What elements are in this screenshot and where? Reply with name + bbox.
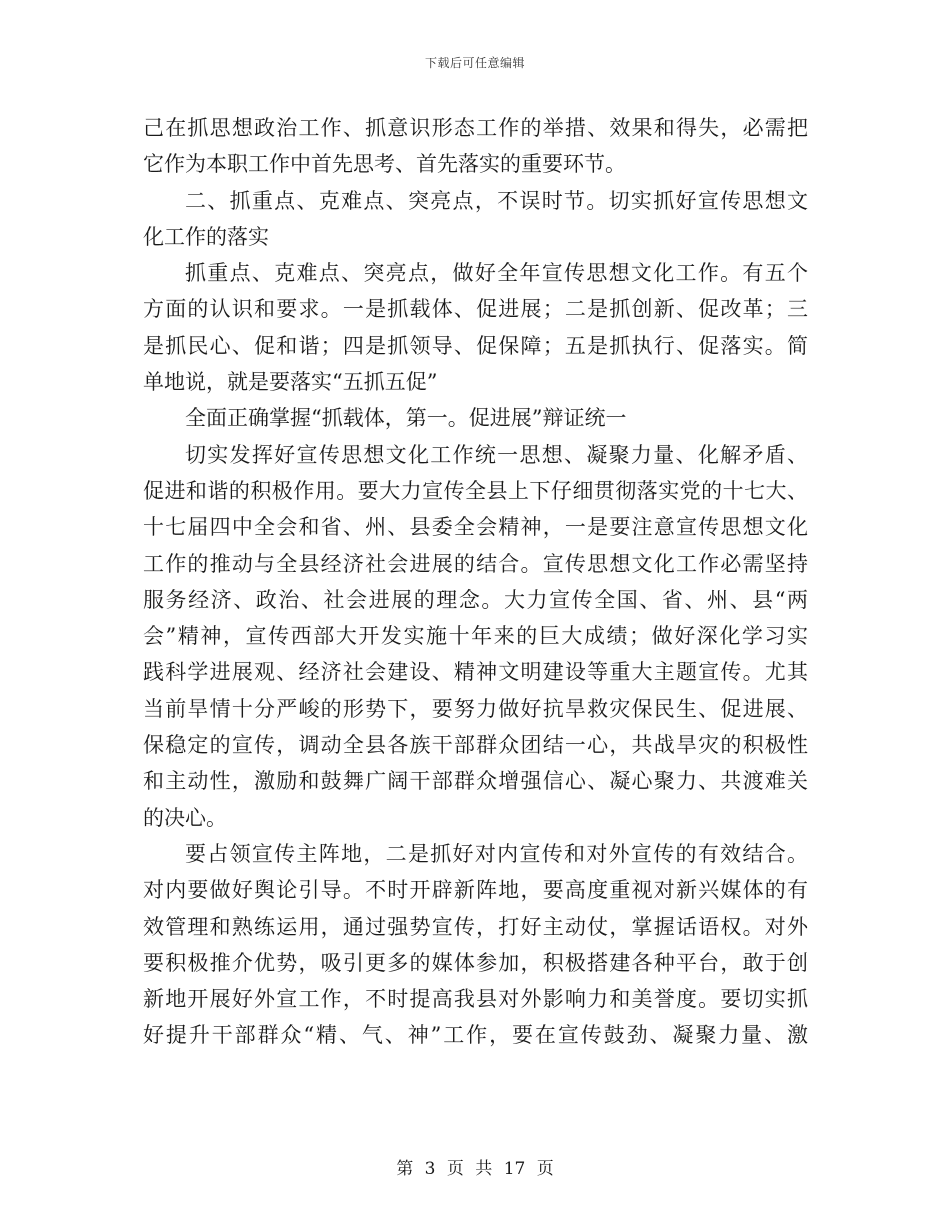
text-line: 十七届四中全会和省、州、县委全会精神，一是要注意宣传思想文化 bbox=[143, 515, 808, 540]
text-line: 要占领宣传主阵地，二是抓好对内宣传和对外宣传的有效结合。 bbox=[185, 841, 808, 866]
page-number-footer: 第 3 页 共 17 页 bbox=[396, 1159, 554, 1179]
text-line: 的决心。 bbox=[143, 805, 227, 830]
text-line: 当前旱情十分严峻的形势下，要努力做好抗旱救灾保民生、促进展、 bbox=[143, 696, 808, 721]
page-header: 下载后可任意编辑 bbox=[424, 56, 525, 70]
document-body bbox=[143, 110, 808, 1054]
text-line: 工作的推动与全县经济社会进展的结合。宣传思想文化工作必需坚持 bbox=[143, 551, 808, 576]
text-line: 促进和谐的积极作用。要大力宣传全县上下仔细贯彻落实党的十七大、 bbox=[143, 478, 808, 503]
text-line: 它作为本职工作中首先思考、首先落实的重要环节。 bbox=[143, 152, 626, 177]
text-line: 践科学进展观、经济社会建设、精神文明建设等重大主题宣传。尤其 bbox=[143, 660, 808, 685]
text-line: 要积极推介优势，吸引更多的媒体参加，积极搭建各种平台，敢于创 bbox=[143, 950, 808, 975]
text-line: 新地开展好外宣工作，不时提高我县对外影响力和美誉度。要切实抓 bbox=[143, 987, 808, 1012]
text-line: 化工作的落实 bbox=[143, 224, 269, 249]
text-line: 己在抓思想政治工作、抓意识形态工作的举措、效果和得失，必需把 bbox=[143, 116, 808, 140]
text-line: 是抓民心、促和谐；四是抓领导、促保障；五是抓执行、促落实。简 bbox=[143, 333, 808, 358]
text-line: 单地说，就是要落实“五抓五促” bbox=[143, 370, 438, 395]
text-line: 和主动性，激励和鼓舞广阔干部群众增强信心、凝心聚力、共渡难关 bbox=[143, 769, 808, 794]
text-line: 抓重点、克难点、突亮点，做好全年宣传思想文化工作。有五个 bbox=[185, 261, 808, 286]
text-line: 方面的认识和要求。一是抓载体、促进展；二是抓创新、促改革；三 bbox=[143, 297, 808, 322]
text-line: 对内要做好舆论引导。不时开辟新阵地，要高度重视对新兴媒体的有 bbox=[143, 878, 808, 903]
text-line: 服务经济、政治、社会进展的理念。大力宣传全国、省、州、县“两 bbox=[143, 587, 808, 612]
text-line: 全面正确掌握“抓载体，第一。促进展”辩证统一 bbox=[185, 406, 627, 431]
text-line: 效管理和熟练运用，通过强势宣传，打好主动仗，掌握话语权。对外 bbox=[143, 914, 808, 939]
text-line: 会”精神，宣传西部大开发实施十年来的巨大成绩；做好深化学习实 bbox=[143, 624, 808, 649]
text-line: 保稳定的宣传，调动全县各族干部群众团结一心，共战旱灾的积极性 bbox=[143, 733, 808, 758]
text-line: 二、抓重点、克难点、突亮点，不误时节。切实抓好宣传思想文 bbox=[185, 188, 808, 213]
text-line: 好提升干部群众“精、气、神”工作，要在宣传鼓劲、凝聚力量、激 bbox=[143, 1023, 808, 1048]
text-line: 切实发挥好宣传思想文化工作统一思想、凝聚力量、化解矛盾、 bbox=[185, 442, 808, 467]
